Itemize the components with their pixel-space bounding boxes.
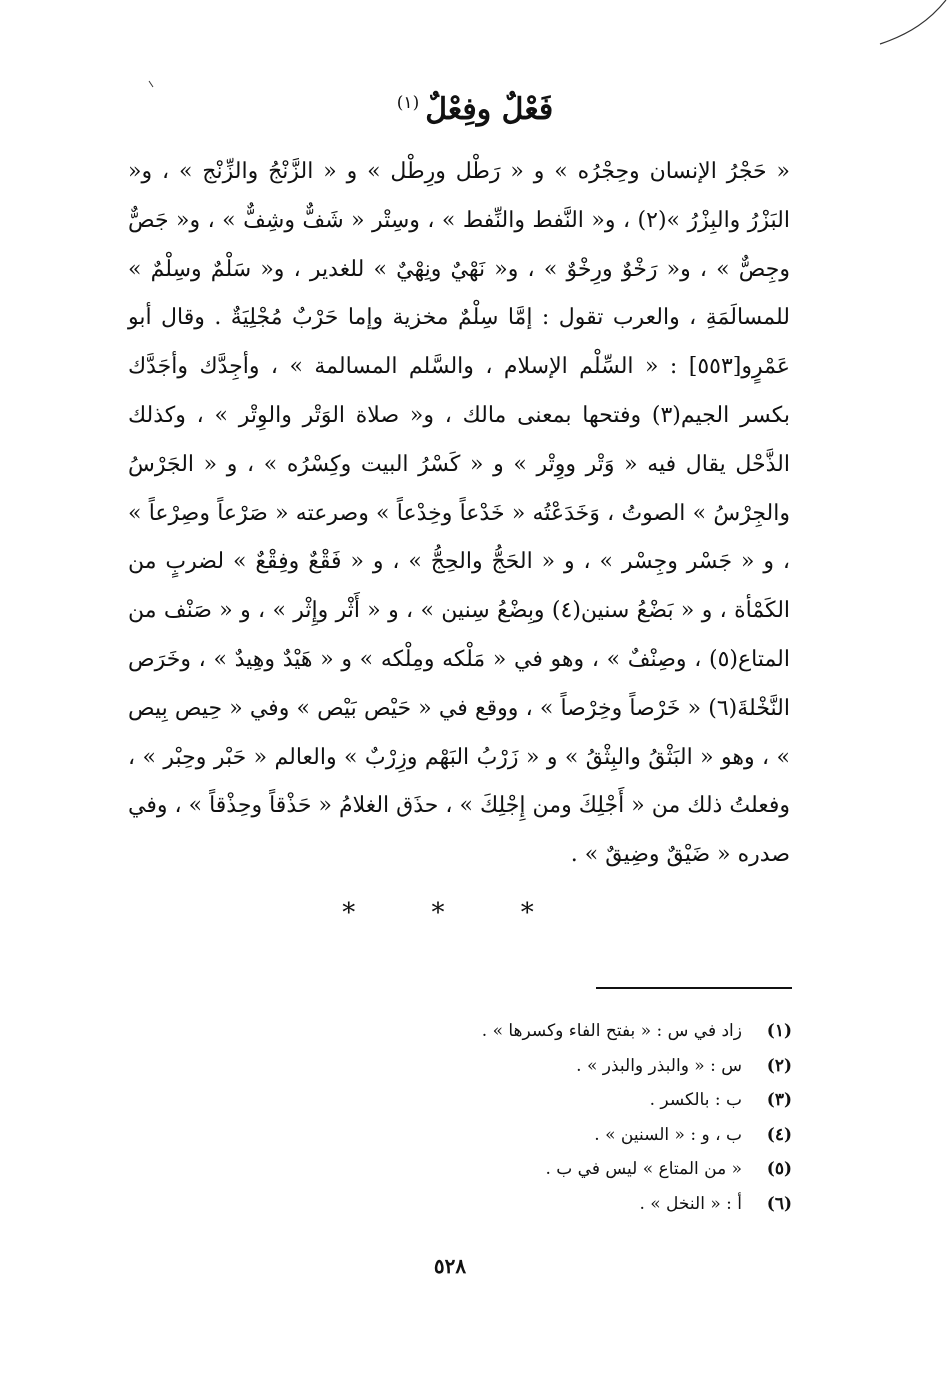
body-paragraph: « حَجْرُ الإنسان وحِجْرُه » و « رَطْل ورِطْل » و « الزَّنْجُ والزِّنْج » ، و« البَزْرُ والبِزْرُ »(٢) ، و« النَّفط والنِّفط » ، وسِتْر « شَفٌّ وشِفٌّ » ، و« جَصٌّ وجِصٌّ » ، و« رَخْوٌ ورِخْوٌ » ، و« نَهْيٌ ونِهْيٌ » للغدير ، و« سَلْمٌ وسِلْمٌ » للمسالَمَةِ ، والعرب تقول : إمَّا سِلْمٌ مخزية وإما حَرْبٌ مُجْلِيَةٌ . وقال أبو عَمْرٍو[٥٥٣] : « السِّلْم الإسلام ، والسَّلم المسالمة » ، وأجِدَّك وأجَدَّك بكسر الجيم(٣) وفتحها بمعنى مالك ، و« صلاة الوَتْر والوِتْر » ، وكذلك الذَّحْل يقال فيه « وَتْر ووِتْر » و « كَسْرُ البيت وكِسْرُه » ، و « الجَرْسُ والجِرْسُ » الصوتُ ، وَخَدَعْتُه « خَدْعاً وخِدْعاً » وصرعته « صَرْعاً وصِرْعاً » ، و « جَسْر وجِسْر » ، و « الحَجُّ والحِجُّ » ، و « فَقْعٌ وفِقْعٌ » لضربٍ من الكَمْأة ، و « بَضْعُ سنين(٤) وبِضْعُ سِنين » ، و « أَثْر وإِثْر » ، و « صَنْف من المتاع(٥) ، وصِنْفٌ » ، وهو في « مَلْكه ومِلْكه » و « هَيْدٌ وهِيدٌ » ، وخَرَص النَّخْلةَ(٦) « خَرْصاً وخِرْصاً » ، ووقع في « حَيْص بَيْص » وفي « حِيص بِيص » ، وهو « البَثْقُ والبِثْقُ » و « زَرْبُ البَهْم وزِرْبٌ » والعالم « حَبْر وحِبْر » ، وفعلتُ ذلك من « أَجْلِكَ ومن إِجْلِكَ » ، حذَق الغلامُ « حَذْقاً وحِذْقاً » ، وفي صدره « ضَيْقٌ وضِيقٌ » . <box>128 159 791 868</box>
footnote-text: أ : « النخل » . <box>639 1193 742 1214</box>
scan-corner-mark <box>810 0 950 60</box>
footnote-number: (٦) <box>766 1193 792 1214</box>
footnote-item <box>330 1083 792 1118</box>
footnote-number: (٢) <box>766 1055 792 1076</box>
footnote-number: (٥) <box>766 1159 792 1179</box>
footnote-number: (٣) <box>766 1090 792 1110</box>
footnote-item <box>330 1049 792 1084</box>
page-title <box>0 78 950 135</box>
page-title-text: فَعْلٌ وفِعْلٌ <box>425 92 554 127</box>
footnote-item <box>330 1187 792 1222</box>
footnote-text: « من المتاع » ليس في ب . <box>545 1159 742 1179</box>
footnotes-list <box>330 1014 792 1221</box>
page-number: ٥٢٨ <box>433 1254 467 1278</box>
footnote-item <box>330 1014 792 1049</box>
footnote-item <box>330 1118 792 1153</box>
footnote-text: س : « والبذر والبذر » . <box>576 1055 742 1076</box>
footnote-item <box>330 1152 792 1187</box>
footnote-text: زاد في س : « بفتح الفاء وكسرها » . <box>481 1021 742 1041</box>
footnote-divider <box>596 987 792 989</box>
section-separator: * * * <box>342 898 568 928</box>
footnote-text: ب : بالكسر . <box>649 1090 742 1110</box>
footnote-number: (١) <box>766 1021 792 1041</box>
footnote-text: ب ، و : « السنين » . <box>594 1124 742 1145</box>
title-footnote-ref: (١) <box>396 93 420 113</box>
footnote-number: (٤) <box>766 1124 792 1145</box>
